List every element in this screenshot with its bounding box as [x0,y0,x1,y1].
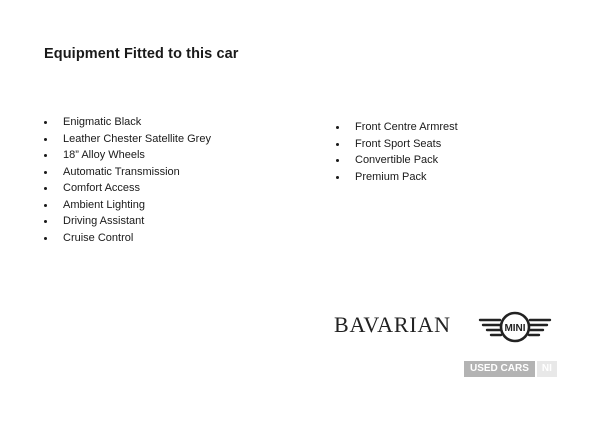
equipment-list-right [336,119,458,185]
equipment-item: Automatic Transmission [44,164,211,181]
equipment-item: Convertible Pack [336,152,458,169]
equipment-item: Premium Pack [336,169,458,186]
used-cars-badge [464,361,557,377]
svg-text:MINI: MINI [504,323,526,334]
equipment-item: Front Centre Armrest [336,119,458,136]
equipment-item: Enigmatic Black [44,114,211,131]
badge-used-label: USED CARS [464,361,535,377]
page-title: Equipment Fitted to this car [44,46,239,62]
mini-logo-icon [478,311,552,343]
equipment-item: Leather Chester Satellite Grey [44,131,211,148]
equipment-item: Comfort Access [44,180,211,197]
equipment-item: Cruise Control [44,230,211,247]
equipment-item: Driving Assistant [44,213,211,230]
equipment-list-left [44,114,211,246]
equipment-item: Front Sport Seats [336,136,458,153]
badge-region-label: NI [537,361,557,377]
dealer-wordmark: BAVARIAN [334,312,451,337]
equipment-item: 18” Alloy Wheels [44,147,211,164]
equipment-item: Ambient Lighting [44,197,211,214]
